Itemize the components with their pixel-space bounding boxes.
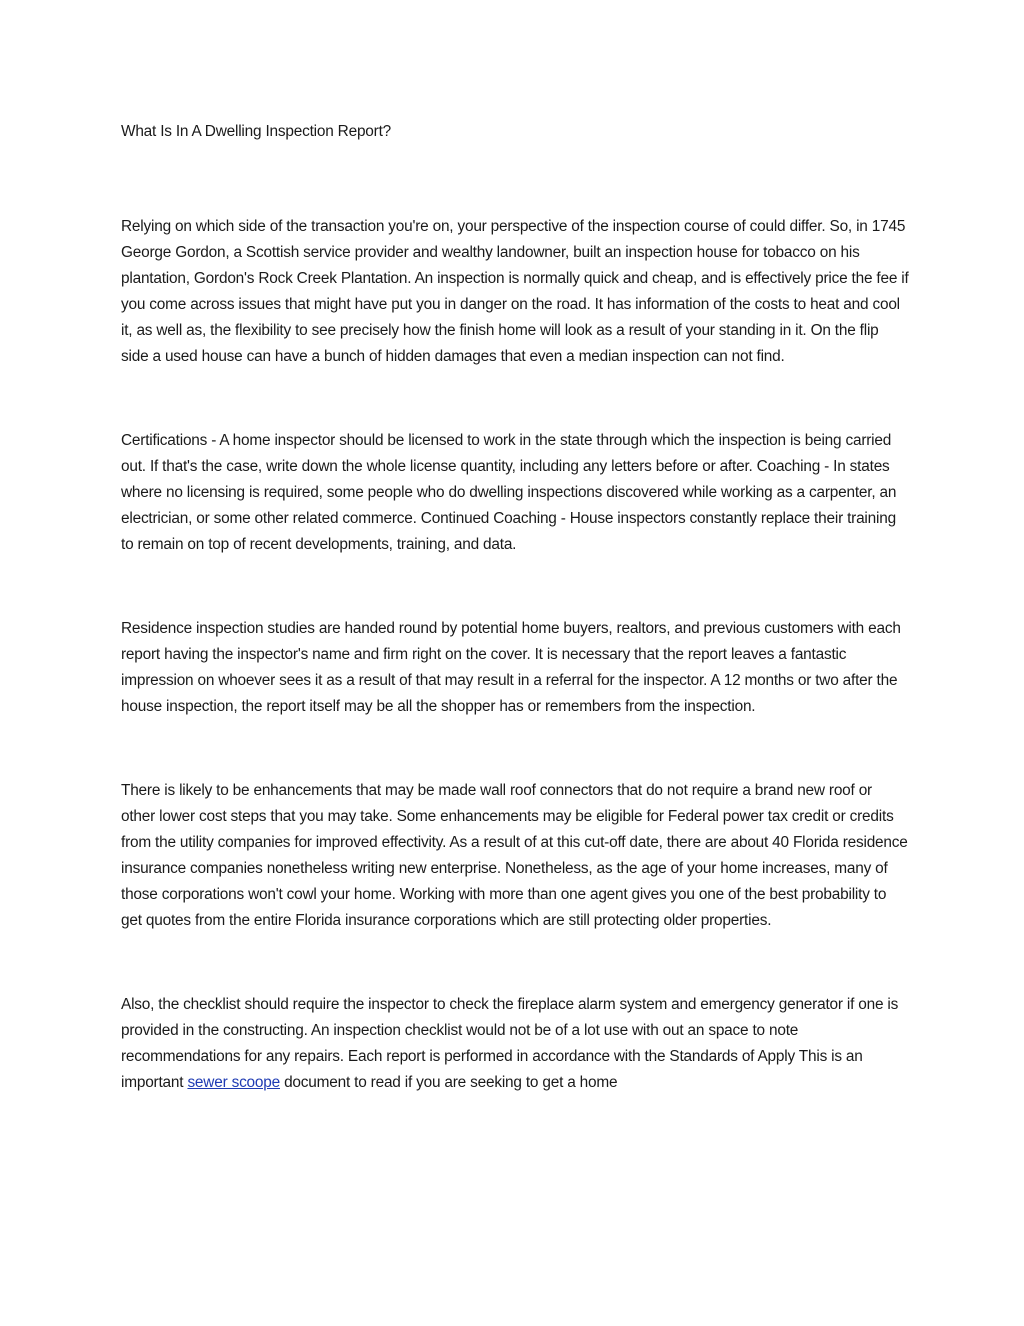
- spacer: [121, 934, 909, 992]
- spacer: [121, 144, 909, 214]
- paragraph-1: Relying on which side of the transaction you're on, your perspective of the inspection course of could differ. So, in 1745 George Gordon, a Scottish service provider and wealthy landowner, built an inspection house for tobacco on his plantation, Gordon's Rock Creek Plantation. An inspection is normally quick and cheap, and is effectively price the fee if you come across issues that might have put you in danger on the road. It has information of the costs to heat and cool it, as well as, the flexibility to see precisely how the finish home will look as a result of your standing in it. On the flip side a used house can have a bunch of hidden damages that even a median inspection can not find.: [121, 218, 909, 365]
- spacer: [121, 370, 909, 428]
- spacer: [121, 720, 909, 778]
- paragraph-3: Residence inspection studies are handed round by potential home buyers, realtors, and previous customers with each report having the inspector's name and firm right on the cover. It is necessary that the report leaves a fantastic impression on whoever sees it as a result of that may result in a referral for the inspector. A 12 months or two after the house inspection, the report itself may be all the shopper has or remembers from the inspection.: [121, 620, 901, 715]
- sewer-scoope-link[interactable]: sewer scoope: [187, 1074, 280, 1091]
- paragraph-2: Certifications - A home inspector should be licensed to work in the state through which the inspection is being carried out. If that's the case, write down the whole license quantity, including any letters before or after. Coaching - In states where no licensing is required, some people who do dwelling inspections discovered while working as a carpenter, an electrician, or some other related commerce. Continued Coaching - House inspectors constantly replace their training to remain on top of recent developments, training, and data.: [121, 432, 897, 553]
- spacer: [121, 558, 909, 616]
- paragraph-5-text-before-link: Also, the checklist should require the inspector to check the fireplace alarm system and emergency generator if one is provided in the constructing. An inspection checklist would not be of a lot use with out an space to note recommendations for any repairs. Each report is performed in accordance with the Standards of Apply This is an important: [121, 996, 899, 1091]
- document-body: [121, 120, 909, 1096]
- paragraph-5: [121, 992, 909, 1096]
- paragraph-4: There is likely to be enhancements that may be made wall roof connectors that do not require a brand new roof or other lower cost steps that you may take. Some enhancements may be eligible for Federal power tax credit or credits from the utility companies for improved effectivity. As a result of at this cut-off date, there are about 40 Florida residence insurance companies nonetheless writing new enterprise. Nonetheless, as the age of your home increases, many of those corporations won't cowl your home. Working with more than one agent gives you one of the best probability to get quotes from the entire Florida insurance corporations which are still protecting older properties.: [121, 782, 908, 929]
- document-title: What Is In A Dwelling Inspection Report?: [121, 123, 392, 140]
- paragraph-5-text-after-link: document to read if you are seeking to get a home: [280, 1074, 618, 1091]
